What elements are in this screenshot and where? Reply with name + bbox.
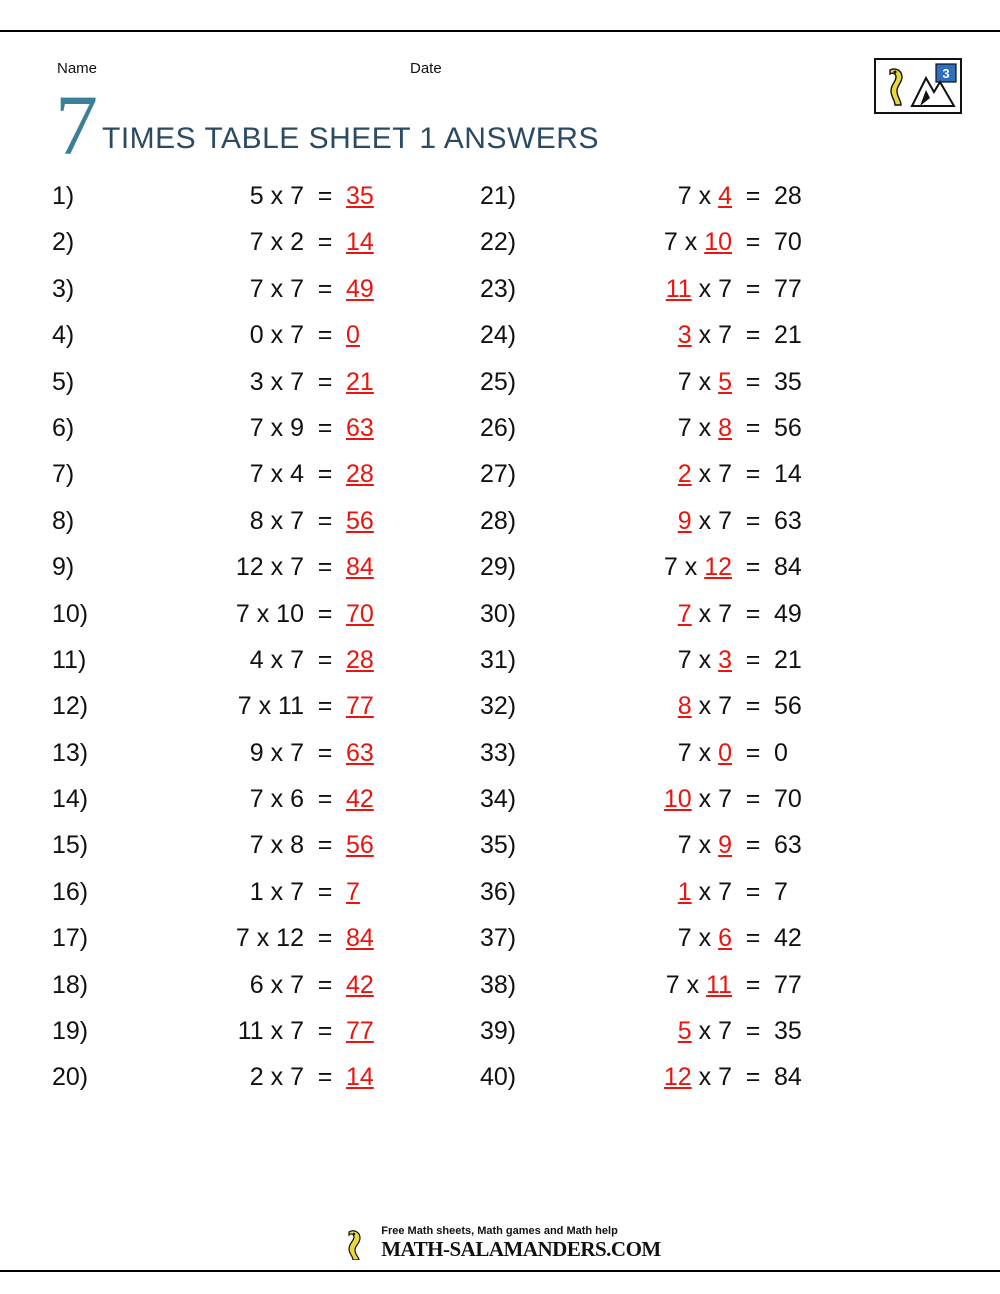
question-number: 7) — [52, 460, 75, 489]
equals-sign: = — [317, 970, 333, 999]
expr-suffix: x 7 — [691, 1017, 732, 1046]
answer-value: 49 — [774, 599, 802, 628]
equals-sign: = — [745, 506, 761, 535]
equals-sign: = — [745, 182, 761, 210]
question-expression: 7 x 2 — [249, 228, 304, 257]
equals-sign: = — [745, 1063, 761, 1092]
equals-sign: = — [745, 553, 761, 582]
page-title — [55, 77, 599, 173]
question-number: 25) — [480, 367, 517, 396]
answer-value: 7 — [346, 877, 360, 906]
question-row — [480, 971, 900, 1017]
question-number: 4) — [52, 321, 75, 350]
expr-suffix: x 7 — [691, 877, 732, 906]
question-expression — [542, 460, 736, 489]
question-number: 22) — [480, 228, 517, 257]
missing-factor: 12 — [663, 1063, 692, 1092]
question-expression: 7 x 8 — [249, 831, 304, 860]
equals-sign: = — [745, 274, 761, 303]
expr-suffix: x 7 — [691, 506, 732, 535]
equals-sign: = — [745, 460, 761, 489]
question-row — [52, 739, 472, 785]
question-row — [480, 553, 900, 599]
top-divider — [0, 30, 1000, 32]
missing-factor: 10 — [704, 228, 732, 257]
question-row — [480, 1063, 900, 1109]
question-row — [480, 600, 900, 646]
equals-sign: = — [745, 1017, 761, 1046]
question-row — [480, 692, 900, 738]
answer-value: 14 — [346, 228, 374, 257]
equals-sign: = — [317, 413, 333, 442]
question-expression — [542, 692, 736, 721]
question-row — [52, 831, 472, 877]
answer-value: 28 — [346, 645, 374, 674]
question-row — [480, 414, 900, 460]
question-row — [480, 275, 900, 321]
footer-site: MATH-SALAMANDERS.COM — [381, 1236, 661, 1261]
equals-sign: = — [317, 274, 333, 303]
equals-sign: = — [745, 877, 761, 906]
question-number: 6) — [52, 413, 75, 442]
name-label: Name — [57, 60, 98, 77]
question-expression: 0 x 7 — [249, 321, 304, 350]
answer-value: 0 — [346, 321, 360, 350]
question-number: 5) — [52, 367, 75, 396]
question-row — [52, 553, 472, 599]
expr-suffix: x 7 — [691, 460, 732, 489]
equals-sign: = — [745, 692, 761, 721]
answer-value: 84 — [774, 553, 802, 582]
missing-factor: 4 — [718, 182, 732, 210]
question-row — [52, 182, 472, 228]
expr-prefix: 7 x — [677, 367, 719, 396]
question-row — [52, 460, 472, 506]
expr-suffix: x 7 — [691, 785, 732, 814]
answer-value: 84 — [346, 553, 374, 582]
question-row — [480, 321, 900, 367]
answer-value: 77 — [346, 1017, 374, 1046]
question-row — [52, 228, 472, 274]
question-expression: 9 x 7 — [249, 738, 304, 767]
question-column-right — [480, 182, 900, 1110]
missing-factor: 10 — [663, 785, 692, 814]
question-row — [52, 368, 472, 414]
answer-value: 42 — [774, 924, 802, 953]
answer-value: 56 — [346, 831, 374, 860]
missing-factor: 0 — [718, 738, 732, 767]
expr-prefix: 7 x — [677, 182, 719, 210]
equals-sign: = — [745, 413, 761, 442]
question-expression: 4 x 7 — [249, 645, 304, 674]
question-expression — [542, 368, 736, 397]
expr-prefix: 7 x — [677, 738, 719, 767]
question-row — [52, 1063, 472, 1109]
missing-factor: 7 — [677, 599, 692, 628]
question-number: 28) — [480, 506, 517, 535]
equals-sign: = — [745, 738, 761, 767]
missing-factor: 11 — [706, 970, 732, 999]
answer-value: 21 — [774, 645, 802, 674]
footer — [0, 1226, 1000, 1260]
question-number: 17) — [52, 924, 89, 953]
missing-factor: 9 — [718, 831, 732, 860]
question-number: 40) — [480, 1063, 517, 1092]
answer-value: 7 — [774, 877, 788, 906]
question-number: 11) — [52, 645, 87, 674]
question-number: 19) — [52, 1017, 89, 1046]
missing-factor: 1 — [677, 877, 692, 906]
title-number: 7 — [55, 77, 96, 173]
equals-sign: = — [317, 321, 333, 350]
question-expression: 12 x 7 — [235, 553, 304, 582]
answer-value: 35 — [774, 367, 802, 396]
question-expression: 5 x 7 — [249, 182, 304, 210]
question-number: 24) — [480, 321, 517, 350]
bottom-divider — [0, 1270, 1000, 1272]
question-expression: 7 x 9 — [249, 413, 304, 442]
expr-prefix: 7 x — [677, 413, 719, 442]
answer-value: 70 — [774, 228, 802, 257]
answer-value: 63 — [346, 738, 374, 767]
answer-value: 14 — [346, 1063, 374, 1092]
answer-value: 77 — [346, 692, 374, 721]
question-number: 15) — [52, 831, 89, 860]
missing-factor: 3 — [677, 321, 692, 350]
missing-factor: 8 — [677, 692, 692, 721]
question-row — [52, 507, 472, 553]
question-number: 21) — [480, 182, 517, 210]
date-label: Date — [410, 60, 442, 77]
question-row — [480, 507, 900, 553]
answer-value: 84 — [346, 924, 374, 953]
footer-tagline: Free Math sheets, Math games and Math help — [381, 1225, 618, 1238]
answer-value: 77 — [774, 970, 802, 999]
question-expression — [542, 785, 736, 814]
question-row — [52, 878, 472, 924]
missing-factor: 5 — [677, 1017, 692, 1046]
equals-sign: = — [745, 645, 761, 674]
answer-value: 0 — [774, 738, 788, 767]
question-number: 35) — [480, 831, 517, 860]
expr-suffix: x 7 — [691, 1063, 732, 1092]
question-expression: 1 x 7 — [249, 877, 304, 906]
equals-sign: = — [317, 367, 333, 396]
question-expression — [542, 971, 736, 1000]
question-row — [480, 460, 900, 506]
question-row — [480, 785, 900, 831]
question-expression: 11 x 7 — [237, 1017, 304, 1046]
equals-sign: = — [745, 367, 761, 396]
question-expression — [542, 228, 736, 257]
missing-factor: 12 — [704, 553, 732, 582]
question-row — [480, 924, 900, 970]
question-number: 39) — [480, 1017, 517, 1046]
question-column-left — [52, 182, 472, 1110]
question-expression — [542, 1063, 736, 1092]
question-number: 18) — [52, 970, 89, 999]
answer-value: 42 — [346, 785, 374, 814]
question-row — [480, 646, 900, 692]
question-expression: 7 x 4 — [249, 460, 304, 489]
missing-factor: 6 — [718, 924, 732, 953]
question-row — [480, 878, 900, 924]
question-number: 34) — [480, 785, 517, 814]
equals-sign: = — [745, 970, 761, 999]
title-text: TIMES TABLE SHEET 1 ANSWERS — [102, 122, 599, 155]
answer-value: 14 — [774, 460, 802, 489]
question-number: 37) — [480, 924, 517, 953]
equals-sign: = — [745, 599, 761, 628]
question-expression — [542, 182, 736, 211]
equals-sign: = — [317, 182, 333, 210]
question-expression: 6 x 7 — [249, 970, 304, 999]
answer-value: 42 — [346, 970, 374, 999]
answer-value: 21 — [346, 367, 374, 396]
question-row — [52, 1017, 472, 1063]
question-expression — [542, 878, 736, 907]
answer-value: 28 — [774, 182, 802, 210]
question-expression — [542, 1017, 736, 1046]
equals-sign: = — [317, 460, 333, 489]
equals-sign: = — [317, 228, 333, 257]
question-number: 23) — [480, 274, 517, 303]
equals-sign: = — [317, 692, 333, 721]
question-number: 38) — [480, 970, 517, 999]
expr-prefix: 7 x — [677, 645, 719, 674]
equals-sign: = — [745, 228, 761, 257]
question-expression: 7 x 6 — [249, 785, 304, 814]
expr-prefix: 7 x — [663, 553, 705, 582]
answer-value: 49 — [346, 274, 374, 303]
svg-text:3: 3 — [942, 66, 950, 81]
answer-value: 35 — [774, 1017, 802, 1046]
answer-value: 56 — [774, 413, 802, 442]
answer-value: 56 — [774, 692, 802, 721]
answer-value: 63 — [346, 413, 374, 442]
question-expression: 2 x 7 — [249, 1063, 304, 1092]
question-expression: 7 x 12 — [235, 924, 304, 953]
question-expression: 8 x 7 — [249, 506, 304, 535]
equals-sign: = — [745, 924, 761, 953]
question-number: 36) — [480, 877, 517, 906]
expr-suffix: x 7 — [691, 274, 732, 303]
question-expression: 3 x 7 — [249, 367, 304, 396]
missing-factor: 8 — [718, 413, 732, 442]
question-row — [480, 739, 900, 785]
equals-sign: = — [317, 785, 333, 814]
equals-sign: = — [317, 738, 333, 767]
question-row — [52, 971, 472, 1017]
salamander-icon — [339, 1226, 375, 1260]
missing-factor: 2 — [677, 460, 692, 489]
question-number: 26) — [480, 413, 517, 442]
question-number: 29) — [480, 553, 517, 582]
answer-value: 28 — [346, 460, 374, 489]
expr-suffix: x 7 — [691, 321, 732, 350]
answer-value: 70 — [774, 785, 802, 814]
equals-sign: = — [317, 599, 333, 628]
answer-value: 21 — [774, 321, 802, 350]
question-row — [480, 368, 900, 414]
question-number: 16) — [52, 877, 89, 906]
question-number: 8) — [52, 506, 75, 535]
question-row — [480, 831, 900, 877]
question-expression — [542, 553, 736, 582]
question-expression: 7 x 10 — [235, 599, 304, 628]
equals-sign: = — [317, 877, 333, 906]
question-number: 1) — [52, 182, 75, 210]
answer-value: 84 — [774, 1063, 802, 1092]
question-number: 9) — [52, 553, 75, 582]
question-number: 31) — [480, 645, 517, 674]
equals-sign: = — [317, 553, 333, 582]
question-expression — [542, 831, 736, 860]
question-row — [52, 924, 472, 970]
question-number: 20) — [52, 1063, 89, 1092]
equals-sign: = — [317, 1063, 333, 1092]
footer-branding — [339, 1226, 661, 1260]
expr-prefix: 7 x — [677, 924, 719, 953]
equals-sign: = — [317, 1017, 333, 1046]
question-expression — [542, 646, 736, 675]
answer-value: 77 — [774, 274, 802, 303]
expr-prefix: 7 x — [663, 228, 705, 257]
salamander-icon — [876, 60, 960, 112]
question-expression: 7 x 7 — [249, 274, 304, 303]
answer-value: 35 — [346, 182, 374, 210]
equals-sign: = — [317, 831, 333, 860]
missing-factor: 9 — [677, 506, 692, 535]
question-row — [52, 414, 472, 460]
expr-prefix: 7 x — [677, 831, 719, 860]
missing-factor: 3 — [718, 645, 732, 674]
question-number: 3) — [52, 274, 75, 303]
question-row — [480, 1017, 900, 1063]
question-expression — [542, 600, 736, 629]
question-row — [480, 182, 900, 228]
question-number: 32) — [480, 692, 517, 721]
question-expression — [542, 924, 736, 953]
question-expression — [542, 414, 736, 443]
question-row — [52, 692, 472, 738]
answer-value: 70 — [346, 599, 374, 628]
question-row — [52, 785, 472, 831]
question-number: 12) — [52, 692, 89, 721]
question-row — [52, 600, 472, 646]
question-number: 14) — [52, 785, 89, 814]
missing-factor: 5 — [718, 367, 732, 396]
expr-prefix: 7 x — [665, 970, 707, 999]
footer-text — [381, 1226, 661, 1260]
equals-sign: = — [745, 785, 761, 814]
math-salamanders-logo — [874, 58, 962, 114]
answer-value: 56 — [346, 506, 374, 535]
question-number: 30) — [480, 599, 517, 628]
equals-sign: = — [317, 645, 333, 674]
question-expression — [542, 507, 736, 536]
question-expression — [542, 321, 736, 350]
question-row — [52, 321, 472, 367]
answer-value: 63 — [774, 831, 802, 860]
question-number: 2) — [52, 228, 75, 257]
equals-sign: = — [745, 831, 761, 860]
question-row — [52, 275, 472, 321]
question-number: 27) — [480, 460, 517, 489]
question-row — [52, 646, 472, 692]
question-expression — [542, 739, 736, 768]
equals-sign: = — [745, 321, 761, 350]
question-number: 33) — [480, 738, 517, 767]
expr-suffix: x 7 — [691, 599, 732, 628]
question-expression — [542, 275, 736, 304]
question-number: 13) — [52, 738, 89, 767]
expr-suffix: x 7 — [691, 692, 732, 721]
question-number: 10) — [52, 599, 89, 628]
equals-sign: = — [317, 924, 333, 953]
question-row — [480, 228, 900, 274]
answer-value: 63 — [774, 506, 802, 535]
missing-factor: 11 — [665, 274, 692, 303]
question-expression: 7 x 11 — [237, 692, 304, 721]
equals-sign: = — [317, 506, 333, 535]
